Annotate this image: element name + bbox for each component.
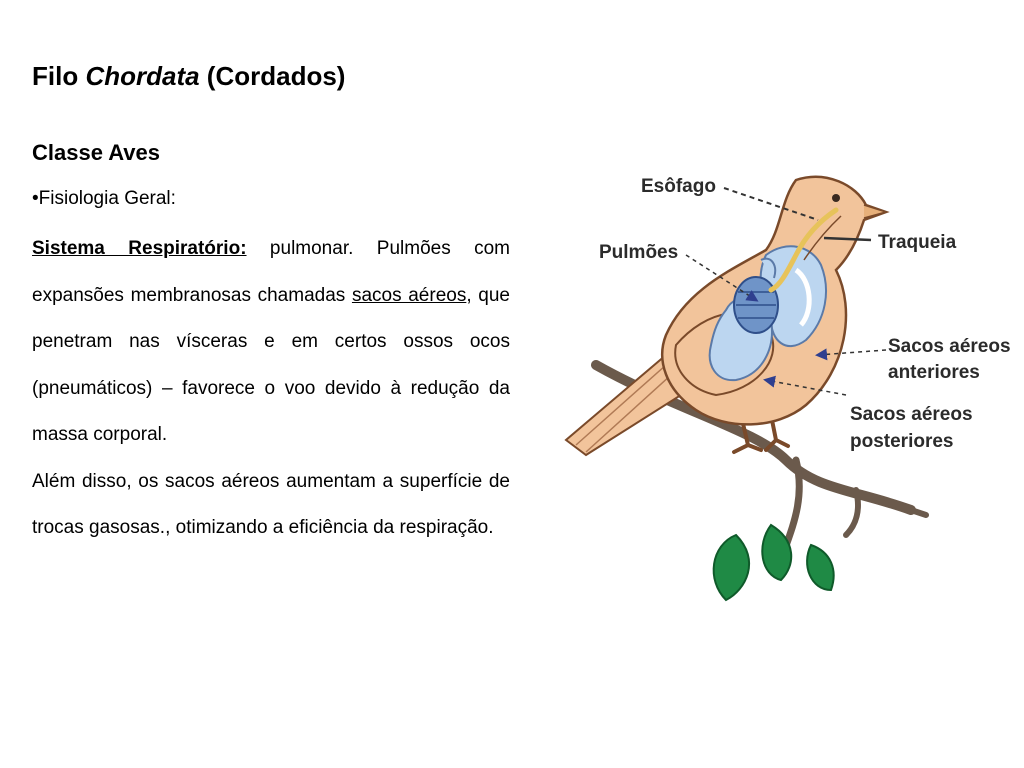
bullet-marker: •: [32, 188, 39, 209]
bird-svg: [556, 160, 1018, 620]
lungs: [734, 277, 778, 333]
label-sacos-anteriores-2: anteriores: [888, 362, 980, 383]
bullet-item: [32, 182, 176, 216]
label-pulmoes: Pulmões: [599, 242, 679, 263]
title-italic: Chordata: [85, 61, 200, 91]
label-sacos-posteriores-1: Sacos aéreos: [850, 404, 973, 425]
respiratory-text-b: , que penetram nas vísceras e em certos ossos ocos (pneumáticos) – favorece o voo devido à redução da massa corporal.: [32, 284, 510, 445]
leaves: [714, 525, 834, 600]
label-sacos-posteriores-2: posteriores: [850, 431, 954, 452]
slide-title: [32, 56, 345, 96]
label-traqueia: Traqueia: [878, 232, 957, 253]
title-suffix: (Cordados): [199, 61, 346, 91]
body-text: [32, 226, 510, 552]
air-sacs-term: sacos aéreos: [351, 284, 467, 306]
paragraph-air-sacs: Além disso, os sacos aéreos aumentam a superfície de trocas gasosas., otimizando a eficiência da respiração.: [32, 470, 510, 538]
label-sacos-anteriores-1: Sacos aéreos: [888, 336, 1011, 357]
paragraph-respiratory: [32, 226, 510, 459]
slide-subtitle: Classe Aves: [32, 140, 161, 165]
title-prefix: Filo: [32, 61, 86, 91]
respiratory-text-a: pulmonar. Pulmões com expansões membranosas chamadas: [32, 238, 510, 306]
bullet-text: Fisiologia Geral:: [38, 188, 176, 209]
label-esofago: Esôfago: [641, 176, 716, 197]
bird-respiratory-diagram: [556, 160, 1018, 620]
respiratory-heading: Sistema Respiratório:: [32, 238, 247, 259]
